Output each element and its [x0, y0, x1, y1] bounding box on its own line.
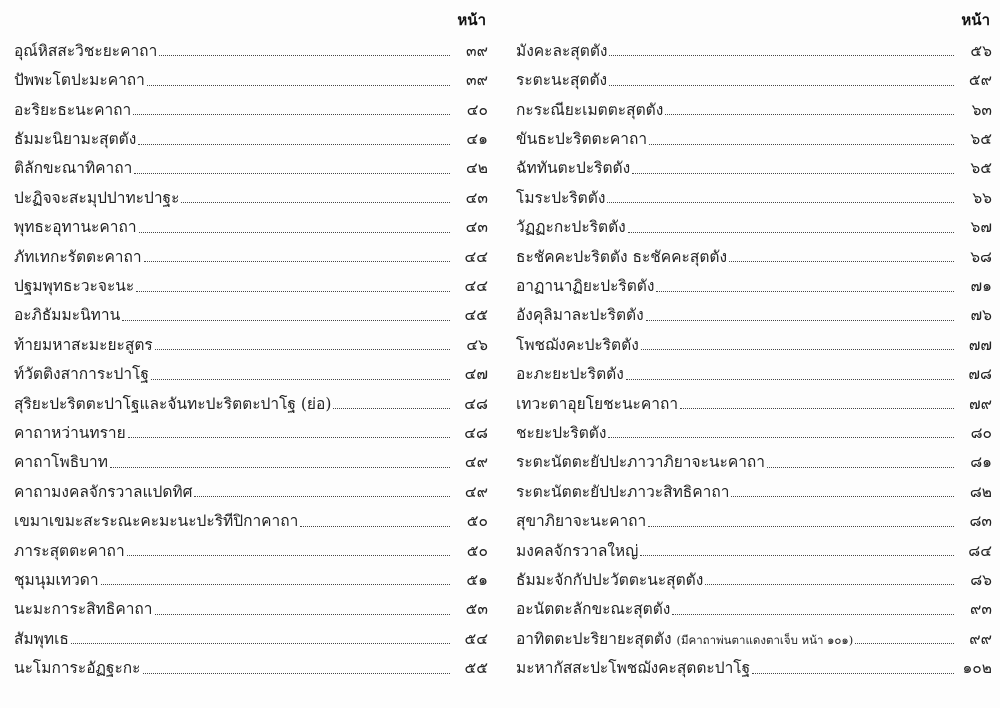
dot-leader	[143, 672, 450, 674]
toc-entry-title-text: กะระณียะเมตตะสุตตัง	[516, 100, 664, 119]
toc-entry-title	[516, 335, 639, 354]
dot-leader	[101, 583, 450, 585]
toc-entry[interactable]	[516, 414, 992, 443]
toc-entry[interactable]	[516, 590, 992, 619]
dot-leader	[133, 113, 450, 115]
toc-entry-page-number: ๗๖	[970, 306, 992, 325]
toc-entry[interactable]	[516, 355, 992, 384]
toc-entry-page-number: ๔๔	[464, 277, 488, 296]
toc-entry-title	[14, 661, 141, 677]
toc-entry-page-number: ๘๖	[970, 570, 992, 589]
toc-entry[interactable]	[516, 502, 992, 531]
dot-leader	[628, 231, 954, 233]
toc-entry[interactable]	[516, 208, 992, 237]
toc-entry-title-text: ท้ายมหาสะมะยะสูตร	[14, 335, 153, 354]
toc-entry-title	[516, 220, 626, 236]
toc-entry[interactable]	[14, 649, 488, 678]
toc-entry-title	[516, 247, 728, 266]
toc-entry[interactable]	[516, 120, 992, 149]
dot-leader	[147, 84, 450, 86]
dot-leader	[656, 290, 954, 292]
toc-entry-title-text: อาทิตตะปะริยายะสุตตัง	[516, 629, 672, 648]
dot-leader	[139, 231, 450, 233]
dot-leader	[151, 378, 450, 380]
toc-entry-title-text: สุขาภิยาจะนะคาถา	[516, 512, 647, 531]
toc-entry-page-number: ๖๓	[971, 100, 992, 119]
toc-entry[interactable]	[14, 532, 488, 561]
dot-leader	[110, 466, 450, 468]
toc-entry-title-text: สัมพุทเธ	[14, 629, 69, 648]
toc-entry[interactable]	[14, 561, 488, 590]
toc-entry-title-text: อะภะยะปะริตตัง	[516, 365, 624, 384]
toc-entry-page-number: ๘๑	[970, 453, 992, 472]
dot-leader	[144, 260, 450, 262]
toc-entry-title-text: โมระปะริตตัง	[516, 188, 606, 207]
toc-entry[interactable]	[516, 297, 992, 326]
dot-leader	[665, 113, 954, 115]
toc-entry-title-text: ชุมนุมเทวดา	[14, 570, 99, 589]
toc-entry[interactable]	[516, 91, 992, 120]
toc-entry[interactable]	[516, 326, 992, 355]
toc-entry-title	[516, 73, 607, 89]
toc-entry-title	[516, 541, 639, 560]
toc-entry-title-text: ฉัททันตะปะริตตัง	[516, 159, 631, 178]
toc-entry-title-text: ระตะนะสุตตัง	[516, 71, 608, 90]
toc-entry-page-number: ๖๗	[970, 218, 992, 237]
toc-entry[interactable]	[516, 32, 992, 61]
toc-entry[interactable]	[14, 385, 488, 414]
toc-entry-title	[516, 279, 654, 295]
toc-entry-page-number: ๔๒	[466, 159, 488, 178]
dot-leader	[136, 290, 450, 292]
toc-entry-title	[14, 541, 125, 560]
toc-entry-title	[516, 629, 854, 648]
toc-entry-page-number: ๗๘	[968, 365, 992, 384]
toc-entry-page-number: ๙๙	[969, 629, 992, 648]
dot-leader	[705, 583, 954, 585]
toc-entry-page-number: ๕๕	[464, 659, 488, 678]
toc-entry[interactable]	[14, 297, 488, 326]
toc-entry[interactable]	[516, 473, 992, 502]
toc-entry-title	[14, 41, 158, 60]
toc-entry-page-number: ๕๐	[466, 541, 488, 560]
dot-leader	[731, 495, 954, 497]
dot-leader	[729, 260, 954, 262]
toc-entry-page-number: ๘๒	[969, 482, 992, 501]
toc-entry-page-number: ๖๖	[972, 188, 992, 207]
toc-entry-title-text: ภาระสุตตะคาถา	[14, 541, 125, 560]
toc-entry-title	[14, 367, 149, 383]
dot-leader	[640, 554, 954, 556]
toc-entry-title-text: ปัพพะโตปะมะคาถา	[14, 71, 145, 90]
toc-entry-page-number: ๗๙	[968, 394, 992, 413]
toc-entry[interactable]	[14, 502, 488, 531]
toc-entry-title-text: อาฏานาฏิยะปะริตตัง	[516, 277, 655, 296]
toc-entry[interactable]	[516, 385, 992, 414]
toc-entry[interactable]	[14, 590, 488, 619]
dot-leader	[855, 642, 954, 644]
toc-entry-page-number: ๓๙	[466, 41, 488, 60]
toc-entry[interactable]	[14, 150, 488, 179]
dot-leader	[607, 201, 954, 203]
toc-entry-page-number: ๕๖	[970, 41, 992, 60]
toc-entry-title-text: อังคุลิมาละปะริตตัง	[516, 306, 644, 325]
page-column-header: หน้า	[457, 11, 486, 29]
dot-leader	[672, 613, 954, 615]
toc-entry-page-number: ๔๕	[464, 306, 488, 325]
dot-leader	[155, 348, 450, 350]
toc-entry-title-text: ปฐมพุทธะวะจะนะ	[14, 277, 135, 296]
toc-entry-page-number: ๕๙	[968, 71, 992, 90]
toc-entry-title	[14, 514, 298, 530]
toc-entry-title	[14, 394, 332, 413]
toc-entry-page-number: ๔๖	[466, 335, 488, 354]
dot-leader	[648, 525, 954, 527]
toc-entry-page-number: ๔๐	[466, 100, 488, 119]
toc-entry-title-text: เขมาเขมะสะระณะคะมะนะปะริทีปิกาคาถา	[14, 512, 299, 531]
toc-entry-title	[14, 73, 145, 89]
toc-entry-title	[516, 570, 704, 589]
dot-leader	[649, 143, 954, 145]
toc-entry[interactable]	[516, 443, 992, 472]
toc-entry[interactable]	[14, 267, 488, 296]
toc-entry-title-text: มังคะละสุตตัง	[516, 41, 608, 60]
toc-list-left	[14, 32, 488, 679]
toc-entry-page-number: ๔๓	[465, 188, 488, 207]
toc-entry-title-text: ธัมมะจักกัปปะวัตตะนะสุตตัง	[516, 570, 704, 589]
toc-entry-title-text: พุทธะอุทานะคาถา	[14, 218, 137, 237]
toc-entry-title	[14, 308, 120, 324]
toc-entry[interactable]	[14, 326, 488, 355]
toc-entry[interactable]	[14, 179, 488, 208]
toc-entry-title	[516, 100, 664, 119]
toc-entry-page-number: ๖๘	[970, 247, 992, 266]
toc-entry[interactable]	[14, 473, 488, 502]
toc-entry[interactable]	[14, 443, 488, 472]
toc-entry-title-text: ชะยะปะริตตัง	[516, 423, 607, 442]
toc-entry-title	[14, 161, 132, 177]
dot-leader	[122, 319, 450, 321]
toc-entry[interactable]	[14, 61, 488, 90]
toc-entry-page-number: ๘๔	[968, 541, 992, 560]
toc-entry-title-text: ธัมมะนิยามะสุตตัง	[14, 130, 137, 149]
toc-entry-title	[516, 455, 765, 471]
page-column-header: หน้า	[961, 11, 990, 29]
toc-entry-page-number: ๔๗	[464, 365, 488, 384]
toc-entry-page-number: ๕๓	[465, 600, 488, 619]
dot-leader	[155, 613, 450, 615]
toc-entry[interactable]	[14, 238, 488, 267]
toc-entry-page-number: ๖๕	[970, 130, 992, 149]
dot-leader	[128, 436, 450, 438]
toc-entry-title	[14, 455, 108, 471]
toc-entry-title-text: นะโมการะอัฏฐะกะ	[14, 659, 141, 678]
toc-entry-page-number: ๓๙	[466, 71, 488, 90]
toc-entry-title-text: อะนัตตะลักขะณะสุตตัง	[516, 600, 671, 619]
toc-entry[interactable]	[516, 179, 992, 208]
toc-entry-title-text: มงคลจักรวาลใหญ่	[516, 541, 639, 560]
toc-entry-title-text: ระตะนัตตะยัปปะภาวาภิยาจะนะคาถา	[516, 453, 765, 472]
toc-entry[interactable]	[516, 238, 992, 267]
toc-entry-title	[14, 602, 153, 618]
toc-entry-page-number: ๔๓	[465, 218, 488, 237]
toc-entry[interactable]	[14, 91, 488, 120]
toc-entry[interactable]	[516, 561, 992, 590]
dot-leader	[609, 84, 954, 86]
toc-entry-page-number: ๑๐๒	[962, 659, 992, 678]
toc-entry[interactable]	[14, 32, 488, 61]
toc-entry-title	[14, 335, 153, 354]
toc-entry-title	[516, 367, 624, 383]
toc-entry-title-text: อะภิธัมมะนิทาน	[14, 306, 121, 325]
toc-entry-page-number: ๘๐	[970, 423, 992, 442]
dot-leader	[181, 201, 450, 203]
dot-leader	[71, 642, 450, 644]
dot-leader	[159, 54, 450, 56]
toc-entry-title-text: ติลักขะณาทิคาถา	[14, 159, 133, 178]
toc-entry-title	[516, 161, 630, 177]
dot-leader	[609, 54, 954, 56]
toc-entry-title-text: นะมะการะสิทธิคาถา	[14, 600, 153, 619]
toc-entry[interactable]	[14, 208, 488, 237]
dot-leader	[134, 172, 450, 174]
toc-entry-title	[516, 423, 607, 442]
toc-entry-title	[516, 602, 670, 618]
toc-entry-title-text: อุณ์หิสสะวิชะยะคาถา	[14, 41, 158, 60]
toc-entry-title-text: สุริยะปะริตตะปาโฐและจันทะปะริตตะปาโฐ (ย่อ)	[14, 394, 332, 413]
toc-column-left	[14, 0, 488, 679]
dot-leader	[767, 466, 954, 468]
dot-leader	[608, 436, 954, 438]
toc-entry-page-number: ๕๔	[464, 629, 488, 648]
toc-entry-title-text: มะหากัสสะปะโพชฌังคะสุตตะปาโฐ	[516, 659, 751, 678]
toc-entry-title	[14, 247, 142, 266]
toc-entry-title	[14, 629, 69, 648]
dot-leader	[127, 554, 450, 556]
toc-entry-title	[516, 308, 644, 324]
toc-entry-page-number: ๗๗	[968, 335, 992, 354]
toc-entry[interactable]	[516, 649, 992, 678]
toc-entry-title-text: วัฏฏะกะปะริตตัง	[516, 218, 626, 237]
toc-entry-page-number: ๔๘	[464, 423, 488, 442]
toc-list-right	[516, 32, 992, 679]
toc-entry-title	[14, 482, 193, 501]
toc-entry-page-number: ๗๑	[970, 277, 992, 296]
toc-entry-title	[14, 188, 180, 207]
toc-entry-page-number: ๔๑	[466, 130, 488, 149]
dot-leader	[632, 172, 954, 174]
toc-entry[interactable]	[516, 532, 992, 561]
toc-entry-page-number: ๙๓	[970, 600, 992, 619]
toc-entry-title-text: ภัทเทกะรัตตะคาถา	[14, 247, 142, 266]
toc-entry[interactable]	[14, 620, 488, 649]
toc-entry-title-text: ธะชัคคะปะริตตัง ธะชัคคะสุตตัง	[516, 247, 728, 266]
toc-entry-title-text: อะริยะธะนะคาถา	[14, 100, 132, 119]
dot-leader	[194, 495, 450, 497]
toc-entry-title	[14, 100, 132, 119]
toc-entry-page-number: ๕๐	[466, 512, 488, 531]
toc-entry-page-number: ๖๕	[970, 159, 992, 178]
toc-entry-title	[516, 188, 606, 207]
toc-entry-title	[14, 423, 126, 442]
toc-entry-title	[14, 132, 136, 148]
toc-entry-title	[14, 220, 137, 236]
toc-entry[interactable]	[516, 150, 992, 179]
toc-entry-title-text: ท์วัตติงสาการะปาโฐ	[14, 365, 149, 384]
dot-leader	[138, 143, 450, 145]
toc-entry-page-number: ๕๑	[466, 570, 488, 589]
toc-entry-page-number: ๔๔	[464, 247, 488, 266]
toc-entry-title	[516, 41, 608, 60]
toc-entry[interactable]	[14, 120, 488, 149]
toc-entry[interactable]	[14, 414, 488, 443]
toc-entry-title	[14, 279, 134, 295]
toc-entry-page-number: ๔๘	[464, 394, 488, 413]
toc-entry-title-text: ปะฏิจจะสะมุปปาทะปาฐะ	[14, 188, 180, 207]
toc-entry-title-text: คาถาหว่านทราย	[14, 423, 126, 442]
toc-entry[interactable]	[516, 61, 992, 90]
toc-entry-page-number: ๘๓	[969, 512, 992, 531]
toc-column-right	[516, 0, 992, 679]
toc-entry-page-number: ๔๙	[464, 482, 488, 501]
toc-entry-title	[516, 394, 679, 413]
toc-entry-title	[516, 132, 647, 148]
toc-entry-title-text: โพชฌังคะปะริตตัง	[516, 335, 639, 354]
dot-leader	[680, 407, 954, 409]
toc-entry-title	[14, 570, 99, 589]
toc-entry[interactable]	[516, 620, 992, 649]
toc-entry-title-text: คาถามงคลจักรวาลแปดทิศ	[14, 482, 193, 501]
dot-leader	[752, 672, 954, 674]
toc-entry[interactable]	[14, 355, 488, 384]
toc-entry-page-number: ๔๙	[464, 453, 488, 472]
toc-entry-title	[516, 514, 646, 530]
dot-leader	[300, 525, 450, 527]
toc-entry-note: (มีคาถาพ่นตาแดงตาเจ็บ หน้า ๑๐๑)	[676, 632, 854, 647]
dot-leader	[641, 348, 954, 350]
toc-entry-title-text: ระตะนัตตะยัปปะภาวะสิทธิคาถา	[516, 482, 730, 501]
toc-entry-title	[516, 482, 730, 501]
toc-entry-title	[516, 661, 750, 677]
dot-leader	[333, 407, 450, 409]
toc-entry-title-text: คาถาโพธิบาท	[14, 453, 108, 472]
toc-entry[interactable]	[516, 267, 992, 296]
dot-leader	[626, 378, 954, 380]
dot-leader	[646, 319, 954, 321]
toc-entry-title-text: เทวะตาอุยโยชะนะคาถา	[516, 394, 679, 413]
toc-entry-title-text: ขันธะปะริตตะคาถา	[516, 130, 648, 149]
